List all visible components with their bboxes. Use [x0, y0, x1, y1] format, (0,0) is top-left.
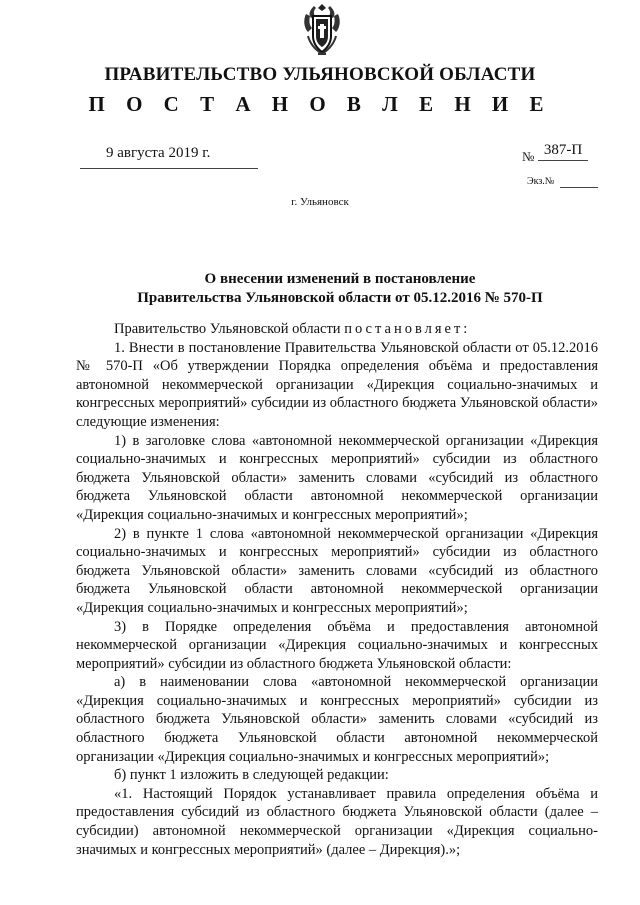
coat-of-arms-icon [300, 2, 344, 56]
paragraph-7: «1. Настоящий Порядок устанавливает правила определения объёма и предоставления субсидий из областного бюджета Ульяновской области (далее – субсидии) автономной некоммерческой организации «Дирекция социально-значимых и конгрессных мероприятий» (далее – Дирекция).»; [76, 785, 598, 858]
intro-paragraph [76, 320, 598, 339]
intro-text: Правительство Ульяновской области [114, 321, 345, 337]
paragraph-1: 1. Внести в постановление Правительства Ульяновской области от 05.12.2016 № 570-П «Об утверждении Порядка определения объёма и предоставления автономной некоммерческой организации «Дирекция социально-значимых и конгрессных мероприятий» субсидии из областного бюджета Ульяновской области» следующие изменения: [76, 339, 598, 430]
document-date: 9 августа 2019 г. [106, 145, 211, 161]
paragraph-2: 1) в заголовке слова «автономной некоммерческой организации «Дирекция социально-значимых и конгрессных мероприятий» субсидии из областного бюджета Ульяновской области» заменить словами «субсидий из областного бюджета Ульяновской области автономной некоммерческой организации «Дирекция социально-значимых и конгрессных мероприятий»; [76, 432, 598, 523]
title-line-1: О внесении изменений в постановление [204, 271, 476, 287]
number-sign: № [522, 149, 535, 164]
intro-verb: постановляет: [344, 321, 471, 337]
copy-number-label: Экз.№ [527, 176, 555, 187]
document-body [76, 320, 598, 859]
document-type: П О С Т А Н О В Л Е Н И Е [88, 92, 552, 116]
copy-number-line [560, 187, 598, 188]
paragraph-6: б) пункт 1 изложить в следующей редакции: [114, 767, 389, 784]
title-line-2: Правительства Ульяновской области от 05.12.2016 № 570-П [137, 290, 543, 306]
document-title [80, 270, 600, 308]
paragraph-3: 2) в пункте 1 слова «автономной некоммерческой организации «Дирекция социально-значимых и конгрессных мероприятий» субсидии из областного бюджета Ульяновской области» заменить словами «субсидий из областного бюджета Ульяновской области автономной некоммерческой организации «Дирекция социально-значимых и конгрессных мероприятий»; [76, 525, 598, 616]
paragraph-5: а) в наименовании слова «автономной некоммерческой организации «Дирекция социально-значимых и конгрессных мероприятий» субсидии из областного бюджета Ульяновской области» заменить словами «субсидий из областного бюджета Ульяновской области автономной некоммерческой организации «Дирекция социально-значимых и конгрессных мероприятий»; [76, 674, 598, 765]
document-number: 387-П [538, 142, 588, 161]
city: г. Ульяновск [291, 196, 349, 208]
paragraph-4: 3) в Порядке определения объёма и предоставления автономной некоммерческой организации «Дирекция социально-значимых и конгрессных мероприятий» субсидии из областного бюджета Ульяновской области: [76, 618, 598, 672]
date-underline [80, 168, 258, 169]
government-name: ПРАВИТЕЛЬСТВО УЛЬЯНОВСКОЙ ОБЛАСТИ [104, 64, 536, 85]
